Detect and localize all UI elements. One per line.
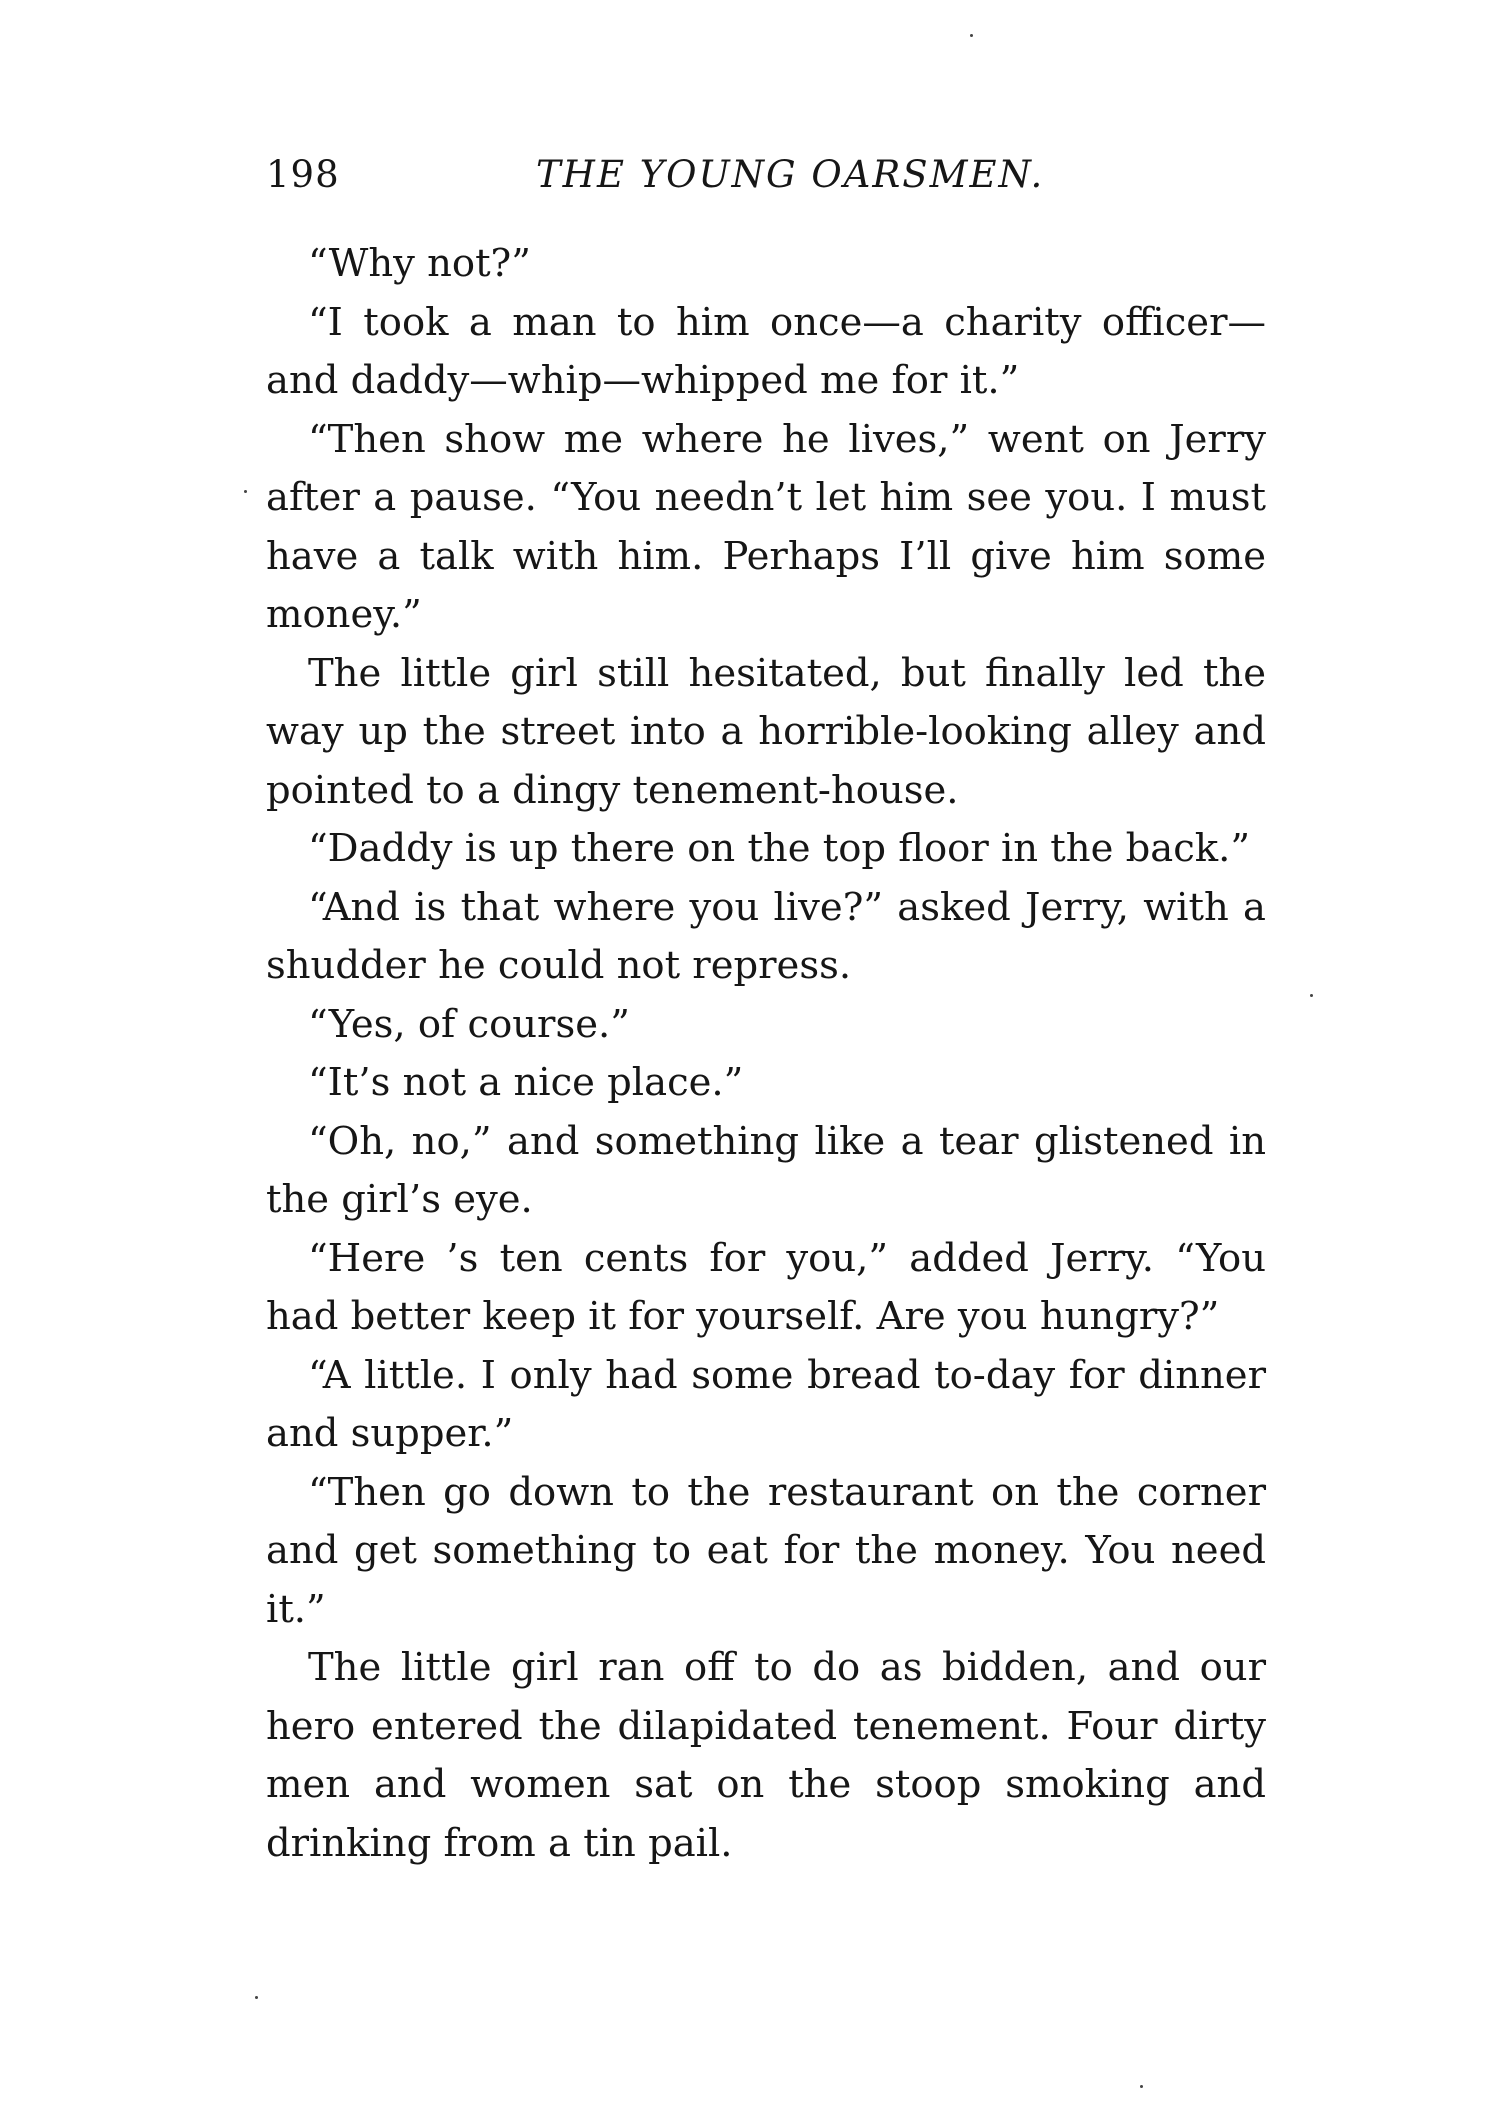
print-speck (970, 34, 973, 37)
paragraph: “Why not?” (308, 241, 531, 286)
paragraph: The little girl still hesitated, but finally led the way up the street into a horrible-looking alley and pointed to a dingy tenement-house. (266, 650, 1266, 813)
print-speck (255, 1996, 258, 1999)
paragraph: “I took a man to him once—a charity officer—and daddy—whip—whipped me for it.” (266, 299, 1266, 403)
running-head (266, 150, 1266, 200)
body-text (266, 235, 1266, 1873)
paragraph: “Oh, no,” and something like a tear glistened in the girl’s eye. (266, 1118, 1266, 1222)
paragraph: “Then show me where he lives,” went on Jerry after a pause. “You needn’t let him see you. I must have a talk with him. Perhaps I’ll give him some money.” (266, 416, 1266, 637)
print-speck (1310, 994, 1313, 997)
paragraph: “Here ’s ten cents for you,” added Jerry. “You had better keep it for yourself. Are you hungry?” (266, 1235, 1266, 1339)
paragraph: “And is that where you live?” asked Jerry, with a shudder he could not repress. (266, 884, 1266, 988)
paragraph: “Then go down to the restaurant on the corner and get something to eat for the money. You need it.” (266, 1469, 1266, 1632)
paragraph: “A little. I only had some bread to-day for dinner and supper.” (266, 1352, 1266, 1456)
paragraph: “Daddy is up there on the top floor in the back.” (308, 826, 1251, 871)
print-speck (1140, 2085, 1143, 2088)
paragraph: The little girl ran off to do as bidden, and our hero entered the dilapidated tenement. Four dirty men and women sat on the stoop smoking and drinking from a tin pail. (266, 1645, 1266, 1866)
page-number: 198 (266, 153, 340, 196)
running-title: THE YOUNG OARSMEN. (536, 153, 1045, 196)
paragraph: “It’s not a nice place.” (308, 1060, 744, 1105)
paragraph: “Yes, of course.” (308, 1001, 630, 1047)
print-speck (244, 490, 247, 493)
